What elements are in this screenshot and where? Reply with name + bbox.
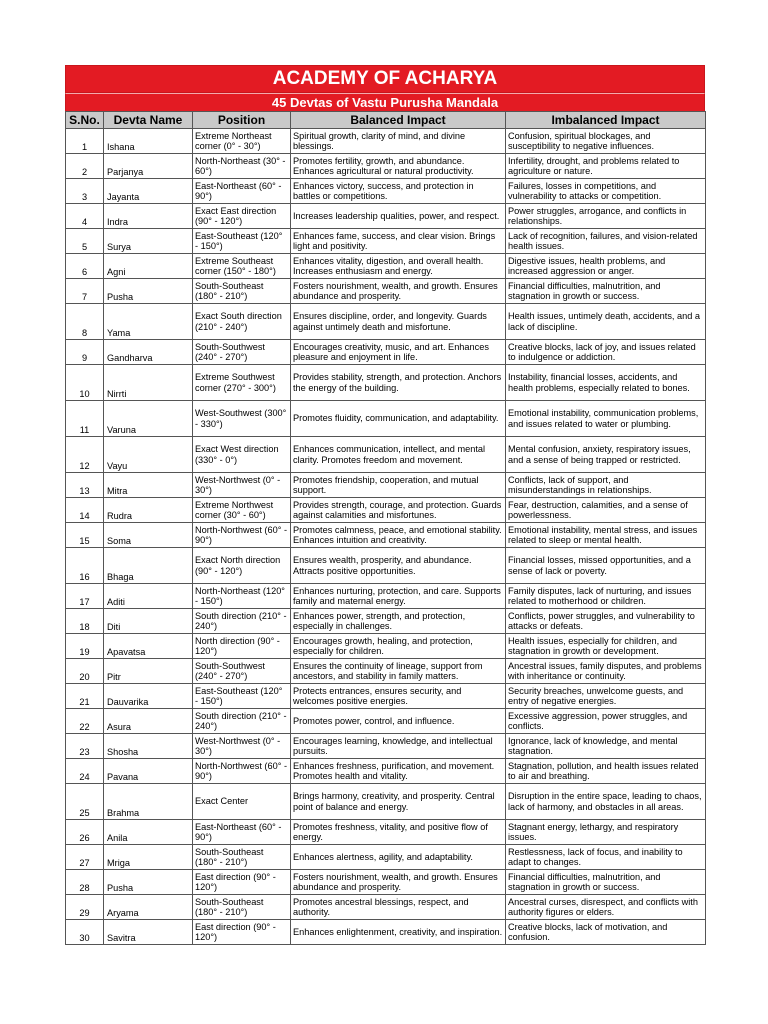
cell-imbalanced-impact: Financial losses, missed opportunities, and a sense of lack or poverty. [506,548,706,584]
table-row [66,920,706,945]
table-row [66,709,706,734]
cell-position: North-Northwest (60° - 90°) [193,759,291,784]
cell-devta-name: Aryama [104,895,193,920]
cell-balanced-impact: Ensures the continuity of lineage, support from ancestors, and stability in family matters. [291,659,506,684]
cell-devta-name: Aditi [104,584,193,609]
cell-devta-name: Gandharva [104,340,193,365]
table-row [66,229,706,254]
cell-imbalanced-impact: Creative blocks, lack of joy, and issues related to indulgence or addiction. [506,340,706,365]
column-header-imbalanced-impact: Imbalanced Impact [506,112,706,129]
cell-sno: 24 [66,759,104,784]
cell-position: Exact North direction (90° - 120°) [193,548,291,584]
cell-imbalanced-impact: Financial difficulties, malnutrition, and stagnation in growth or success. [506,279,706,304]
cell-imbalanced-impact: Ignorance, lack of knowledge, and mental stagnation. [506,734,706,759]
cell-balanced-impact: Promotes fluidity, communication, and adaptability. [291,401,506,437]
cell-position: Exact Center [193,784,291,820]
table-row [66,734,706,759]
cell-imbalanced-impact: Security breaches, unwelcome guests, and entry of negative energies. [506,684,706,709]
table-header-row [66,112,706,129]
cell-balanced-impact: Enhances enlightenment, creativity, and inspiration. [291,920,506,945]
document-sheet [65,65,705,945]
cell-position: North-Northeast (120° - 150°) [193,584,291,609]
table-row [66,759,706,784]
cell-sno: 30 [66,920,104,945]
cell-balanced-impact: Enhances freshness, purification, and movement. Promotes health and vitality. [291,759,506,784]
cell-imbalanced-impact: Ancestral issues, family disputes, and problems with inheritance or continuity. [506,659,706,684]
cell-devta-name: Parjanya [104,154,193,179]
cell-position: South direction (210° - 240°) [193,709,291,734]
table-row [66,609,706,634]
cell-balanced-impact: Provides strength, courage, and protection. Guards against calamities and misfortunes. [291,498,506,523]
cell-sno: 1 [66,129,104,154]
cell-position: Exact East direction (90° - 120°) [193,204,291,229]
cell-position: Exact South direction (210° - 240°) [193,304,291,340]
cell-balanced-impact: Brings harmony, creativity, and prosperity. Central point of balance and energy. [291,784,506,820]
cell-balanced-impact: Enhances power, strength, and protection, especially in challenges. [291,609,506,634]
table-row [66,498,706,523]
cell-position: North direction (90° - 120°) [193,634,291,659]
cell-devta-name: Bhaga [104,548,193,584]
table-row [66,870,706,895]
cell-balanced-impact: Promotes freshness, vitality, and positive flow of energy. [291,820,506,845]
cell-devta-name: Pitr [104,659,193,684]
cell-imbalanced-impact: Emotional instability, mental stress, and issues related to sleep or mental health. [506,523,706,548]
table-row [66,340,706,365]
cell-devta-name: Apavatsa [104,634,193,659]
cell-balanced-impact: Increases leadership qualities, power, and respect. [291,204,506,229]
column-header-position: Position [193,112,291,129]
cell-sno: 9 [66,340,104,365]
cell-balanced-impact: Enhances nurturing, protection, and care. Supports family and maternal energy. [291,584,506,609]
cell-imbalanced-impact: Lack of recognition, failures, and vision-related health issues. [506,229,706,254]
cell-sno: 18 [66,609,104,634]
cell-sno: 23 [66,734,104,759]
cell-sno: 25 [66,784,104,820]
column-header-devta-name: Devta Name [104,112,193,129]
cell-position: East-Northeast (60° - 90°) [193,820,291,845]
column-header-sno: S.No. [66,112,104,129]
table-row [66,895,706,920]
table-row [66,820,706,845]
cell-sno: 13 [66,473,104,498]
cell-position: South direction (210° - 240°) [193,609,291,634]
cell-imbalanced-impact: Power struggles, arrogance, and conflicts in relationships. [506,204,706,229]
cell-sno: 16 [66,548,104,584]
cell-position: East-Southeast (120° - 150°) [193,229,291,254]
cell-position: Extreme Northwest corner (30° - 60°) [193,498,291,523]
cell-devta-name: Savitra [104,920,193,945]
cell-sno: 12 [66,437,104,473]
cell-devta-name: Pavana [104,759,193,784]
cell-imbalanced-impact: Disruption in the entire space, leading to chaos, lack of harmony, and obstacles in all areas. [506,784,706,820]
cell-imbalanced-impact: Failures, losses in competitions, and vulnerability to attacks or competition. [506,179,706,204]
cell-position: South-Southwest (240° - 270°) [193,340,291,365]
cell-position: West-Southwest (300° - 330°) [193,401,291,437]
cell-imbalanced-impact: Infertility, drought, and problems related to agriculture or nature. [506,154,706,179]
cell-imbalanced-impact: Financial difficulties, malnutrition, and stagnation in growth or success. [506,870,706,895]
cell-imbalanced-impact: Conflicts, lack of support, and misunderstandings in relationships. [506,473,706,498]
cell-sno: 17 [66,584,104,609]
cell-sno: 5 [66,229,104,254]
cell-devta-name: Rudra [104,498,193,523]
table-row [66,179,706,204]
cell-devta-name: Mitra [104,473,193,498]
cell-sno: 19 [66,634,104,659]
table-row [66,304,706,340]
table-row [66,254,706,279]
cell-sno: 3 [66,179,104,204]
cell-imbalanced-impact: Digestive issues, health problems, and increased aggression or anger. [506,254,706,279]
cell-devta-name: Dauvarika [104,684,193,709]
cell-devta-name: Agni [104,254,193,279]
cell-sno: 7 [66,279,104,304]
cell-imbalanced-impact: Creative blocks, lack of motivation, and confusion. [506,920,706,945]
table-row [66,659,706,684]
cell-position: East-Southeast (120° - 150°) [193,684,291,709]
cell-position: Extreme Southwest corner (270° - 300°) [193,365,291,401]
devta-table [65,111,706,945]
cell-balanced-impact: Promotes friendship, cooperation, and mutual support. [291,473,506,498]
cell-sno: 27 [66,845,104,870]
cell-devta-name: Mriga [104,845,193,870]
cell-devta-name: Nirrti [104,365,193,401]
cell-imbalanced-impact: Ancestral curses, disrespect, and conflicts with authority figures or elders. [506,895,706,920]
table-row [66,129,706,154]
cell-balanced-impact: Encourages growth, healing, and protection, especially for children. [291,634,506,659]
table-row [66,684,706,709]
cell-devta-name: Surya [104,229,193,254]
cell-sno: 6 [66,254,104,279]
cell-devta-name: Yama [104,304,193,340]
table-row [66,279,706,304]
cell-sno: 29 [66,895,104,920]
cell-imbalanced-impact: Instability, financial losses, accidents, and health problems, especially related to bones. [506,365,706,401]
cell-position: Extreme Northeast corner (0° - 30°) [193,129,291,154]
cell-sno: 22 [66,709,104,734]
cell-sno: 2 [66,154,104,179]
cell-sno: 4 [66,204,104,229]
cell-balanced-impact: Fosters nourishment, wealth, and growth. Ensures abundance and prosperity. [291,279,506,304]
table-row [66,365,706,401]
cell-sno: 11 [66,401,104,437]
table-row [66,523,706,548]
cell-balanced-impact: Enhances alertness, agility, and adaptability. [291,845,506,870]
cell-imbalanced-impact: Emotional instability, communication problems, and issues related to water or plumbing. [506,401,706,437]
cell-devta-name: Shosha [104,734,193,759]
cell-devta-name: Diti [104,609,193,634]
cell-position: Extreme Southeast corner (150° - 180°) [193,254,291,279]
cell-sno: 28 [66,870,104,895]
cell-balanced-impact: Enhances fame, success, and clear vision. Brings light and positivity. [291,229,506,254]
cell-position: East-Northeast (60° - 90°) [193,179,291,204]
cell-imbalanced-impact: Stagnation, pollution, and health issues related to air and breathing. [506,759,706,784]
table-body [66,129,706,945]
cell-devta-name: Soma [104,523,193,548]
cell-balanced-impact: Promotes calmness, peace, and emotional stability. Enhances intuition and creativity. [291,523,506,548]
cell-position: South-Southeast (180° - 210°) [193,279,291,304]
cell-balanced-impact: Fosters nourishment, wealth, and growth. Ensures abundance and prosperity. [291,870,506,895]
cell-devta-name: Indra [104,204,193,229]
cell-devta-name: Vayu [104,437,193,473]
cell-sno: 8 [66,304,104,340]
cell-position: Exact West direction (330° - 0°) [193,437,291,473]
cell-imbalanced-impact: Stagnant energy, lethargy, and respiratory issues. [506,820,706,845]
cell-imbalanced-impact: Restlessness, lack of focus, and inability to adapt to changes. [506,845,706,870]
cell-balanced-impact: Enhances vitality, digestion, and overall health. Increases enthusiasm and energy. [291,254,506,279]
table-row [66,784,706,820]
cell-balanced-impact: Encourages creativity, music, and art. Enhances pleasure and enjoyment in life. [291,340,506,365]
cell-sno: 26 [66,820,104,845]
table-row [66,204,706,229]
cell-position: North-Northwest (60° - 90°) [193,523,291,548]
table-row [66,548,706,584]
cell-balanced-impact: Enhances communication, intellect, and mental clarity. Promotes freedom and movement. [291,437,506,473]
table-row [66,634,706,659]
cell-sno: 21 [66,684,104,709]
cell-sno: 15 [66,523,104,548]
cell-position: South-Southwest (240° - 270°) [193,659,291,684]
cell-balanced-impact: Encourages learning, knowledge, and intellectual pursuits. [291,734,506,759]
cell-position: West-Northwest (0° - 30°) [193,473,291,498]
cell-balanced-impact: Promotes fertility, growth, and abundance. Enhances agricultural or natural productivity. [291,154,506,179]
cell-devta-name: Anila [104,820,193,845]
cell-imbalanced-impact: Fear, destruction, calamities, and a sense of powerlessness. [506,498,706,523]
cell-devta-name: Pusha [104,870,193,895]
cell-position: South-Southeast (180° - 210°) [193,845,291,870]
cell-imbalanced-impact: Health issues, untimely death, accidents, and a lack of discipline. [506,304,706,340]
cell-balanced-impact: Ensures wealth, prosperity, and abundance. Attracts positive opportunities. [291,548,506,584]
cell-position: East direction (90° - 120°) [193,920,291,945]
cell-position: South-Southeast (180° - 210°) [193,895,291,920]
cell-devta-name: Asura [104,709,193,734]
document-subtitle: 45 Devtas of Vastu Purusha Mandala [65,93,705,111]
cell-position: West-Northwest (0° - 30°) [193,734,291,759]
cell-balanced-impact: Spiritual growth, clarity of mind, and divine blessings. [291,129,506,154]
cell-imbalanced-impact: Family disputes, lack of nurturing, and issues related to motherhood or children. [506,584,706,609]
cell-devta-name: Brahma [104,784,193,820]
table-row [66,584,706,609]
table-row [66,845,706,870]
cell-position: East direction (90° - 120°) [193,870,291,895]
document-title: ACADEMY OF ACHARYA [65,65,705,93]
cell-balanced-impact: Promotes ancestral blessings, respect, and authority. [291,895,506,920]
cell-balanced-impact: Provides stability, strength, and protection. Anchors the energy of the building. [291,365,506,401]
cell-sno: 20 [66,659,104,684]
cell-balanced-impact: Enhances victory, success, and protection in battles or competitions. [291,179,506,204]
cell-imbalanced-impact: Health issues, especially for children, and stagnation in growth or development. [506,634,706,659]
table-row [66,437,706,473]
cell-balanced-impact: Protects entrances, ensures security, and welcomes positive energies. [291,684,506,709]
cell-devta-name: Varuna [104,401,193,437]
cell-devta-name: Jayanta [104,179,193,204]
column-header-balanced-impact: Balanced Impact [291,112,506,129]
cell-sno: 10 [66,365,104,401]
cell-imbalanced-impact: Mental confusion, anxiety, respiratory issues, and a sense of being trapped or restricted. [506,437,706,473]
table-row [66,154,706,179]
cell-imbalanced-impact: Conflicts, power struggles, and vulnerability to attacks or defeats. [506,609,706,634]
cell-imbalanced-impact: Excessive aggression, power struggles, and conflicts. [506,709,706,734]
table-row [66,401,706,437]
cell-imbalanced-impact: Confusion, spiritual blockages, and susceptibility to negative influences. [506,129,706,154]
cell-sno: 14 [66,498,104,523]
cell-balanced-impact: Ensures discipline, order, and longevity. Guards against untimely death and misfortune. [291,304,506,340]
cell-position: North-Northeast (30° - 60°) [193,154,291,179]
cell-balanced-impact: Promotes power, control, and influence. [291,709,506,734]
cell-devta-name: Ishana [104,129,193,154]
cell-devta-name: Pusha [104,279,193,304]
table-row [66,473,706,498]
